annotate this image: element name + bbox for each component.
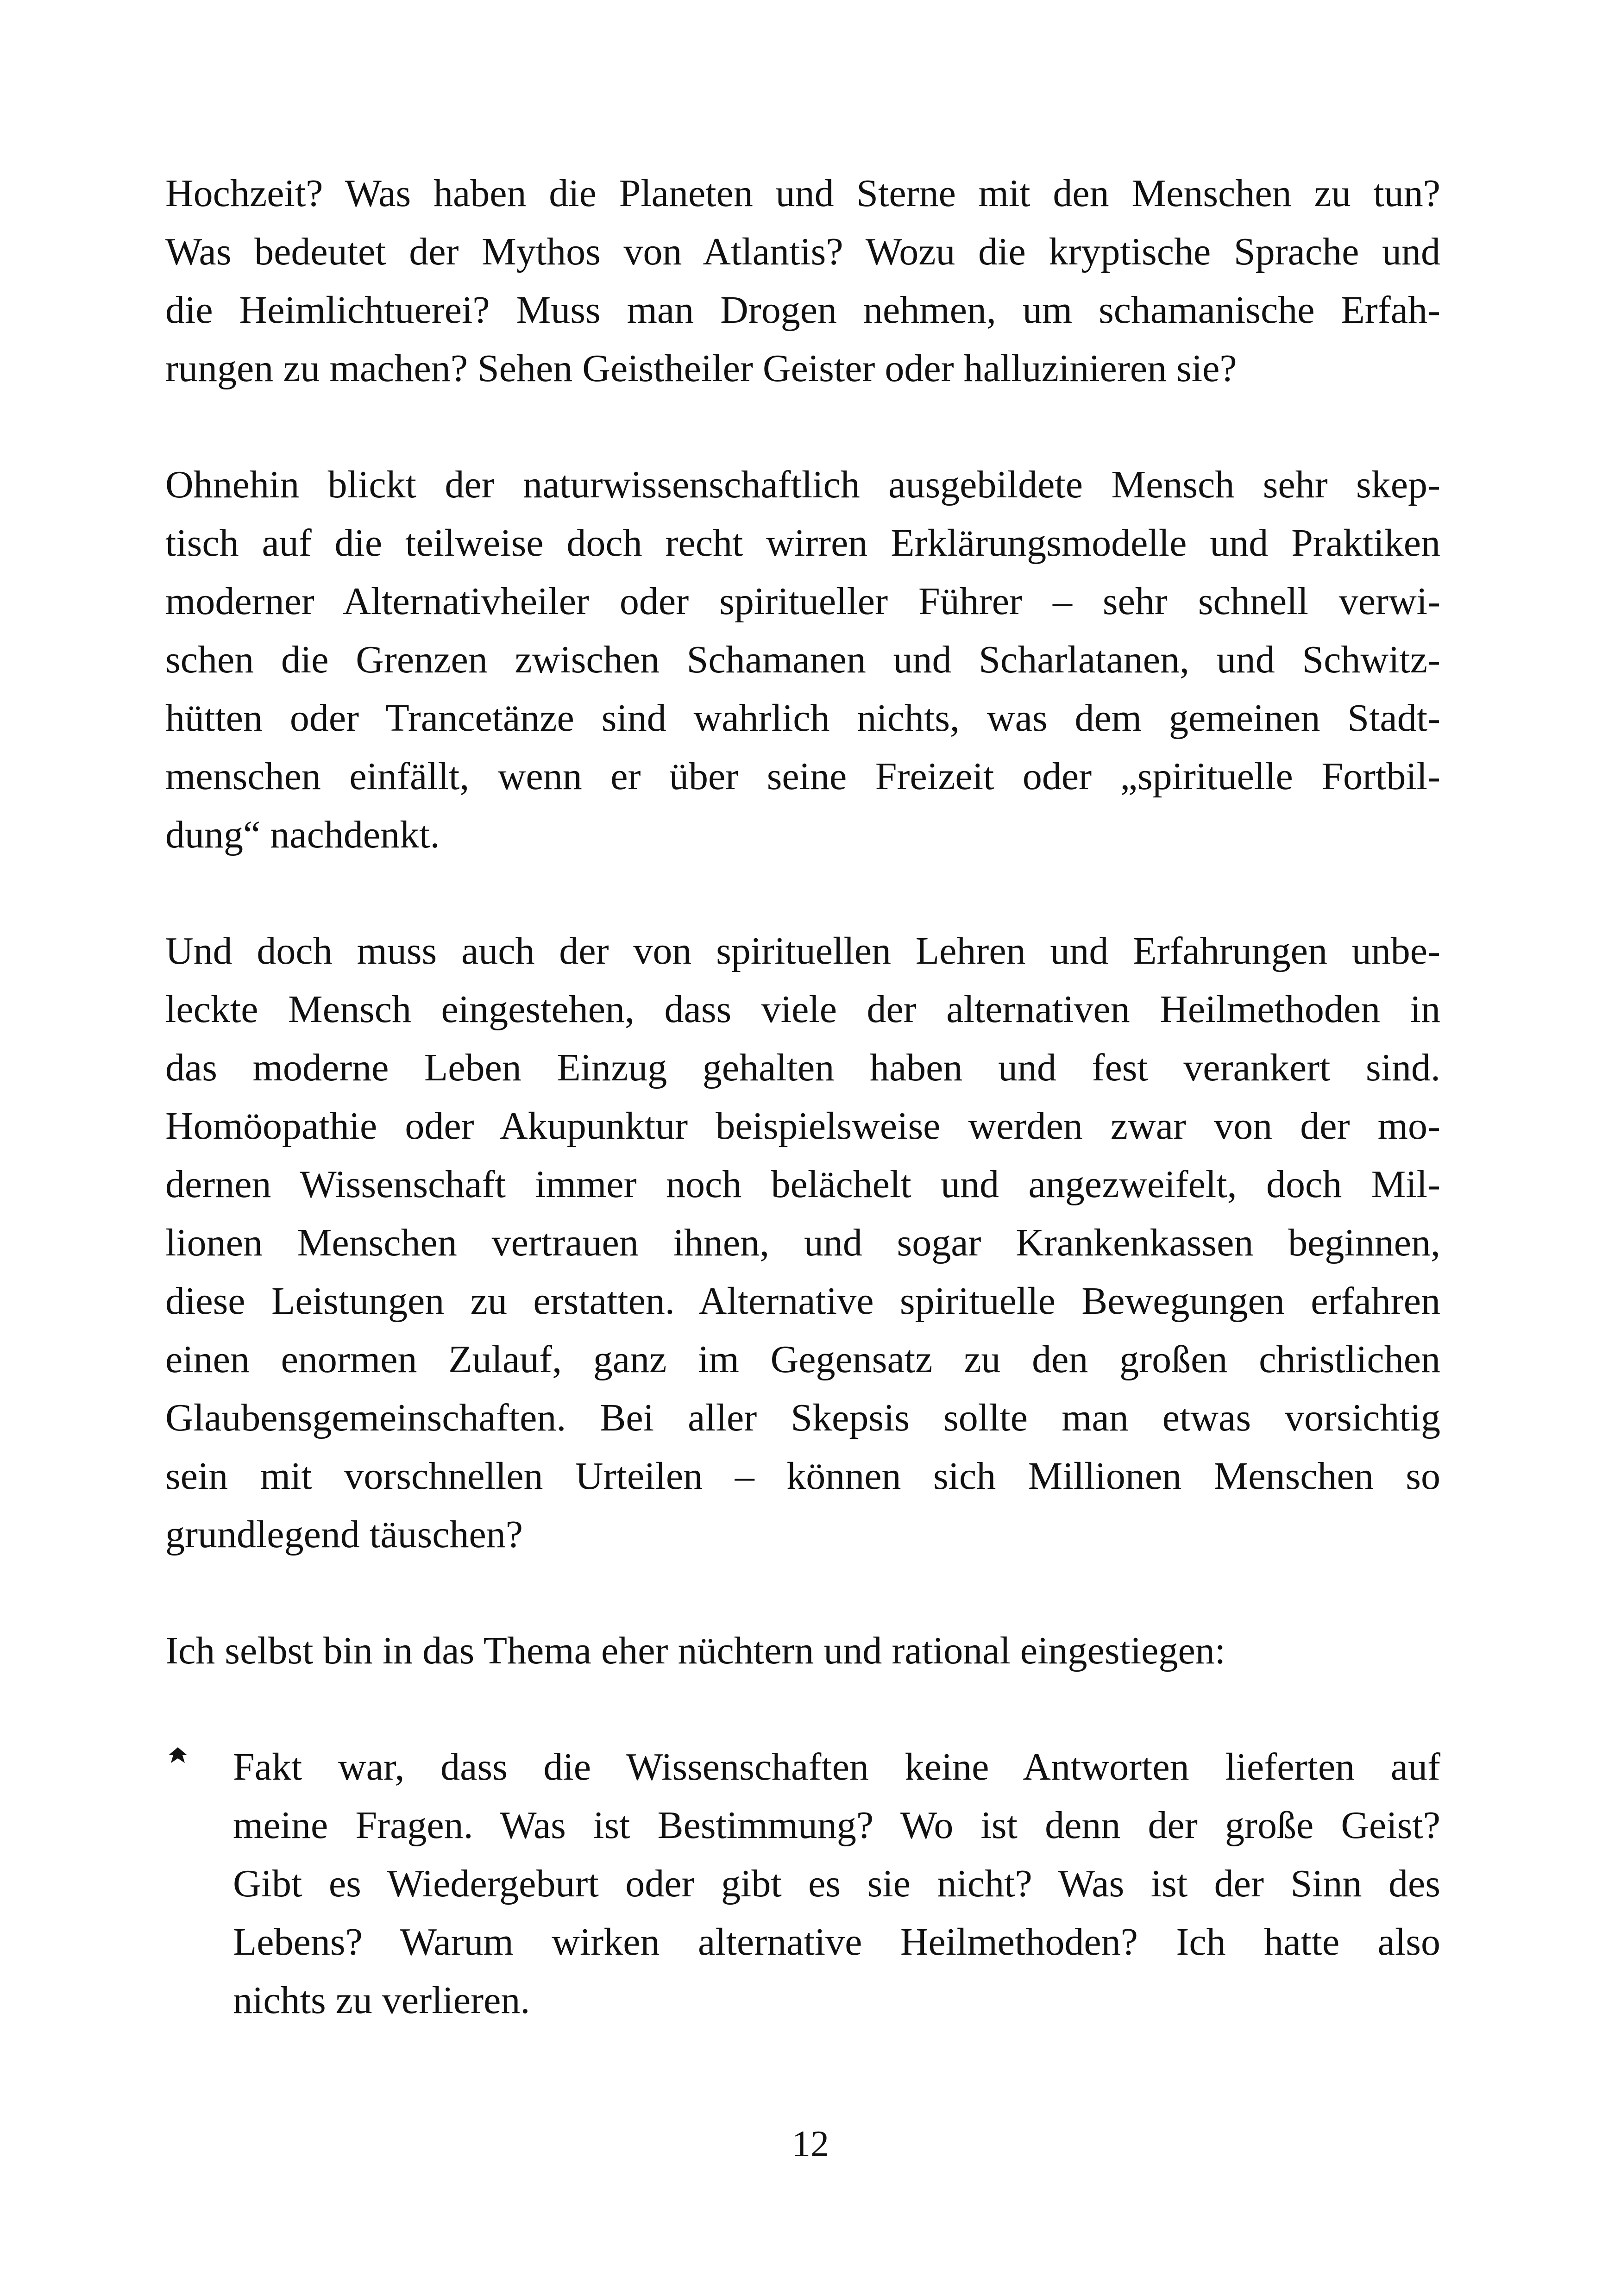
page-body xyxy=(165,164,1440,2030)
text-line: grundlegend täuschen? xyxy=(165,1513,523,1556)
text-line: menschen einfällt, wenn er über seine Freizeit oder „spirituelle Fortbil- xyxy=(165,755,1440,798)
text-line: Glaubensgemeinschaften. Bei aller Skepsis sollte man etwas vorsichtig xyxy=(165,1396,1440,1439)
text-line: moderner Alternativheiler oder spiritueller Führer – sehr schnell verwi- xyxy=(165,580,1440,623)
text-line: Gibt es Wiedergeburt oder gibt es sie nicht? Was ist der Sinn des xyxy=(233,1862,1440,1905)
text-line: Und doch muss auch der von spirituellen Lehren und Erfahrungen unbe- xyxy=(165,929,1440,972)
text-line: Fakt war, dass die Wissenschaften keine Antworten lieferten auf xyxy=(233,1745,1440,1788)
text-line: Homöopathie oder Akupunktur beispielsweise werden zwar von der mo- xyxy=(165,1104,1440,1148)
paragraph-2 xyxy=(165,456,1440,864)
paragraph-3 xyxy=(165,922,1440,1564)
text-line: nichts zu verlieren. xyxy=(233,1979,530,2022)
text-line: sein mit vorschnellen Urteilen – können sich Millionen Menschen so xyxy=(165,1455,1440,1498)
bullet-list xyxy=(165,1738,1440,2030)
text-line: Was bedeutet der Mythos von Atlantis? Wozu die kryptische Sprache und xyxy=(165,230,1440,273)
text-line: Lebens? Warum wirken alternative Heilmethoden? Ich hatte also xyxy=(233,1920,1440,1964)
text-line: schen die Grenzen zwischen Schamanen und Scharlatanen, und Schwitz- xyxy=(165,638,1440,681)
text-line: dernen Wissenschaft immer noch belächelt und angezweifelt, doch Mil- xyxy=(165,1163,1440,1206)
text-line: tisch auf die teilweise doch recht wirren Erklärungsmodelle und Praktiken xyxy=(165,521,1440,565)
text-line: dung“ nachdenkt. xyxy=(165,813,440,856)
text-line: Ich selbst bin in das Thema eher nüchtern und rational eingestiegen: xyxy=(165,1629,1226,1672)
paragraph-4 xyxy=(165,1622,1440,1680)
text-line: Hochzeit? Was haben die Planeten und Sterne mit den Menschen zu tun? xyxy=(165,172,1440,215)
text-line: die Heimlichtuerei? Muss man Drogen nehmen, um schamanische Erfah- xyxy=(165,289,1440,332)
text-line: Ohnehin blickt der naturwissenschaftlich ausgebildete Mensch sehr skep- xyxy=(165,463,1440,506)
list-item xyxy=(165,1738,1440,2030)
text-line: hütten oder Trancetänze sind wahrlich nichts, was dem gemeinen Stadt- xyxy=(165,696,1440,740)
text-line: meine Fragen. Was ist Bestimmung? Wo ist denn der große Geist? xyxy=(233,1804,1440,1847)
text-line: leckte Mensch eingestehen, dass viele der alternativen Heilmethoden in xyxy=(165,988,1440,1031)
text-line: diese Leistungen zu erstatten. Alternative spirituelle Bewegungen erfahren xyxy=(165,1280,1440,1323)
page-number: 12 xyxy=(792,2124,829,2164)
diamond-bullet-icon xyxy=(167,1738,195,1796)
paragraph-1 xyxy=(165,164,1440,398)
text-line: das moderne Leben Einzug gehalten haben und fest verankert sind. xyxy=(165,1046,1440,1089)
text-line: einen enormen Zulauf, ganz im Gegensatz zu den großen christlichen xyxy=(165,1338,1440,1381)
text-line: rungen zu machen? Sehen Geistheiler Geister oder halluzinieren sie? xyxy=(165,347,1237,390)
text-line: lionen Menschen vertrauen ihnen, und sogar Krankenkassen beginnen, xyxy=(165,1221,1440,1264)
